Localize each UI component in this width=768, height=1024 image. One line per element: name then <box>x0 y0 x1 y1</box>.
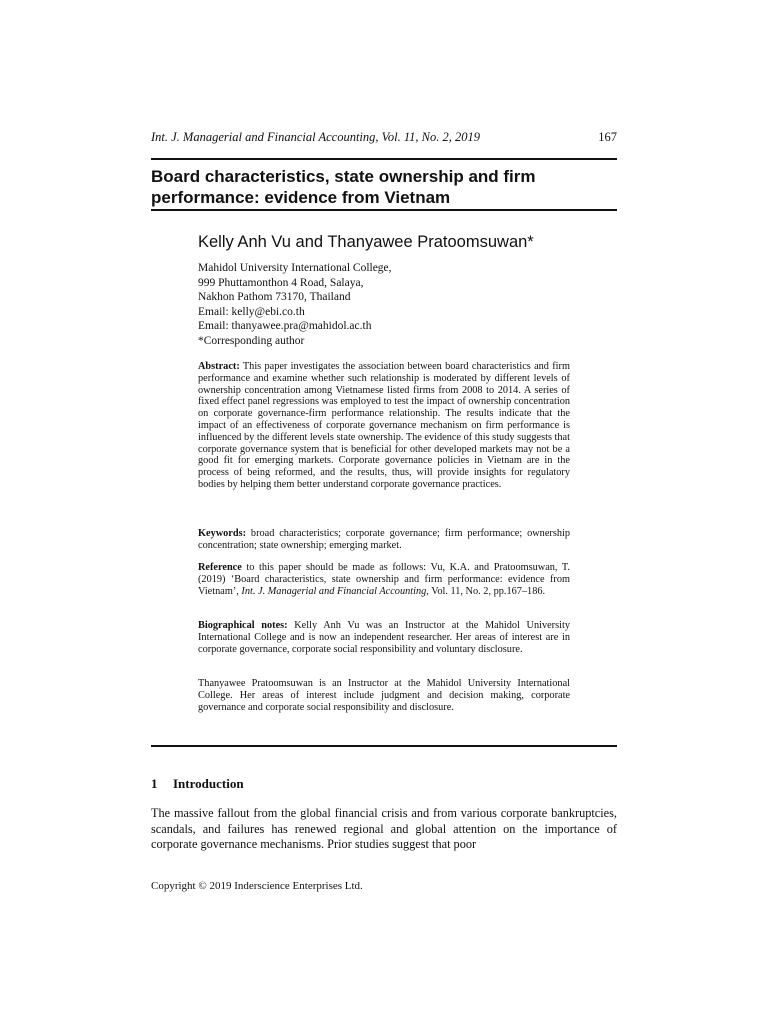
reference-volume: , Vol. 11, No. 2, pp.167–186. <box>426 585 546 597</box>
affiliation-line: 999 Phuttamonthon 4 Road, Salaya, <box>198 276 364 289</box>
bio-text-1: Kelly Anh Vu was an Instructor at the Mahidol University International College and is now an independent researcher. Her areas of interest are in corporate governance, corporate social responsibility and voluntary disclosure. <box>198 620 570 655</box>
abstract-bottom-rule <box>151 745 617 747</box>
abstract <box>198 361 570 491</box>
reference-label: Reference <box>198 562 242 573</box>
corresponding-author-note: *Corresponding author <box>198 334 305 347</box>
reference-text: to this paper should be made as follows: Vu, K.A. and Pratoomsuwan, T. (2019) ‘Board characteristics, state ownership and firm performance: evidence from Vietnam’, <box>198 562 570 597</box>
affiliation-line: Nakhon Pathom 73170, Thailand <box>198 291 351 304</box>
introduction-text: The massive fallout from the global financial crisis and from various corporate bankruptcies, scandals, and failures has renewed regional and global attention on the importance of corporate governance mechanisms. Prior studies suggest that poor <box>151 806 617 851</box>
email-thanyawee: Email: thanyawee.pra@mahidol.ac.th <box>198 320 372 333</box>
section-heading <box>151 776 244 792</box>
title-line-1: Board characteristics, state ownership and firm <box>151 167 536 186</box>
section-title: Introduction <box>173 776 244 791</box>
email-kelly: Email: kelly@ebi.co.th <box>198 305 305 318</box>
paper-title <box>151 166 617 208</box>
title-line-2: performance: evidence from Vietnam <box>151 188 451 207</box>
title-top-rule <box>151 158 617 160</box>
biographical-notes <box>198 620 570 655</box>
journal-citation: Int. J. Managerial and Financial Accounting, Vol. 11, No. 2, 2019 <box>151 130 481 144</box>
affiliation-line: Mahidol University International College, <box>198 262 392 274</box>
copyright: Copyright © 2019 Inderscience Enterprises Ltd. <box>151 880 363 892</box>
bio-text-2: Thanyawee Pratoomsuwan is an Instructor at the Mahidol University International College. Her areas of interest include judgment and decision making, corporate governance and corporate social responsibility and disclosure. <box>198 678 570 713</box>
bio-label: Biographical notes: <box>198 620 288 631</box>
authors: Kelly Anh Vu and Thanyawee Pratoomsuwan* <box>198 233 534 251</box>
title-bottom-rule <box>151 209 617 211</box>
keywords-label: Keywords: <box>198 528 247 539</box>
abstract-text: This paper investigates the association between board characteristics and firm performance and examine whether such relationship is moderated by different levels of ownership concentration among Vietnamese listed firms from 2008 to 2014. A series of fixed effect panel regressions was employed to test the impact of ownership concentration on corporate governance-firm performance relationship. The results indicate that the impact of an effectiveness of corporate governance mechanism on firm performance is influenced by the different levels state ownership. The evidence of this study suggests that corporate governance system that is beneficial for other developed markets may not be a good fit for emerging markets. Corporate governance policies in Vietnam are in the process of being reformed, and the results, thus, will provide insights for regulatory bodies by helping them better understand corporate governance practices. <box>198 361 570 490</box>
running-head <box>151 130 617 145</box>
reference-journal: Int. J. Managerial and Financial Accounting <box>241 585 427 597</box>
abstract-label: Abstract: <box>198 361 240 372</box>
keywords <box>198 528 570 552</box>
page-number: 167 <box>598 130 617 144</box>
reference <box>198 562 570 597</box>
affiliation <box>198 261 570 349</box>
section-number: 1 <box>151 776 158 791</box>
keywords-text: broad characteristics; corporate governance; firm performance; ownership concentration; state ownership; emerging market. <box>198 528 570 551</box>
